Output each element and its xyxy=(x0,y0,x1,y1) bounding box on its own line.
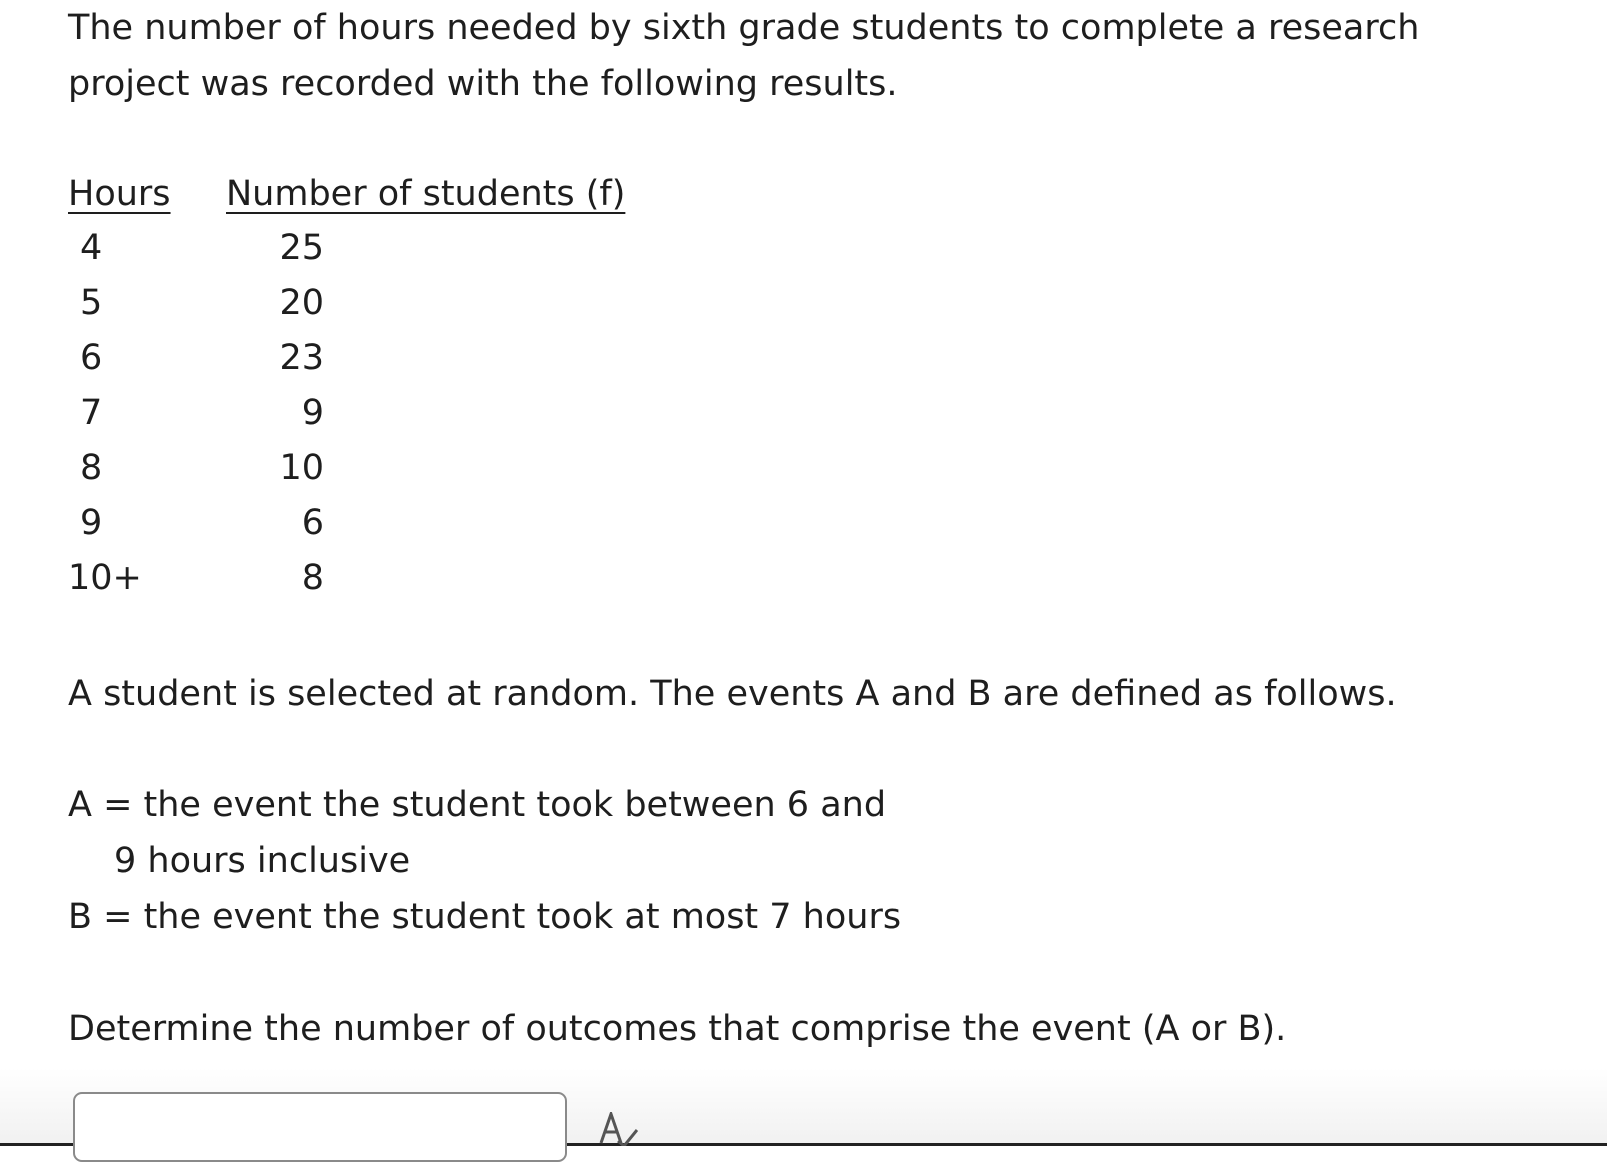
hours-cell: 7 xyxy=(80,393,103,433)
table-row xyxy=(68,330,768,386)
event-definitions xyxy=(68,777,901,945)
students-cell: 8 xyxy=(301,558,324,598)
table-row xyxy=(68,220,768,276)
table-row xyxy=(68,385,768,441)
question-prompt: Determine the number of outcomes that comprise the event (A or B). xyxy=(68,1009,1287,1049)
students-cell: 6 xyxy=(301,503,324,543)
spell-check-icon[interactable] xyxy=(596,1112,638,1146)
table-row xyxy=(68,495,768,551)
random-selection-sentence: A student is selected at random. The events A and B are defined as follows. xyxy=(68,674,1397,714)
students-cell: 20 xyxy=(279,283,324,323)
hours-cell: 9 xyxy=(80,503,103,543)
students-cell: 23 xyxy=(279,338,324,378)
answer-input[interactable] xyxy=(73,1092,567,1162)
students-column-header: Number of students (f) xyxy=(226,174,626,214)
event-a-definition-line-2: 9 hours inclusive xyxy=(114,841,411,881)
answer-area xyxy=(0,1068,1607,1146)
event-a-definition-line-1: A = the event the student took between 6 and xyxy=(68,785,887,825)
table-row xyxy=(68,440,768,496)
table-row xyxy=(68,275,768,331)
table-row xyxy=(68,550,768,606)
hours-cell: 5 xyxy=(80,283,103,323)
hours-cell: 10+ xyxy=(68,558,142,598)
hours-column-header: Hours xyxy=(68,174,171,214)
question-intro: The number of hours needed by sixth grade students to complete a research project was recorded with the following results. xyxy=(68,8,1420,104)
students-cell: 10 xyxy=(279,448,324,488)
hours-cell: 4 xyxy=(80,228,103,268)
students-cell: 25 xyxy=(279,228,324,268)
frequency-table xyxy=(68,166,768,606)
hours-cell: 6 xyxy=(80,338,103,378)
hours-cell: 8 xyxy=(80,448,103,488)
event-b-definition: B = the event the student took at most 7 hours xyxy=(68,897,902,937)
students-cell: 9 xyxy=(301,393,324,433)
